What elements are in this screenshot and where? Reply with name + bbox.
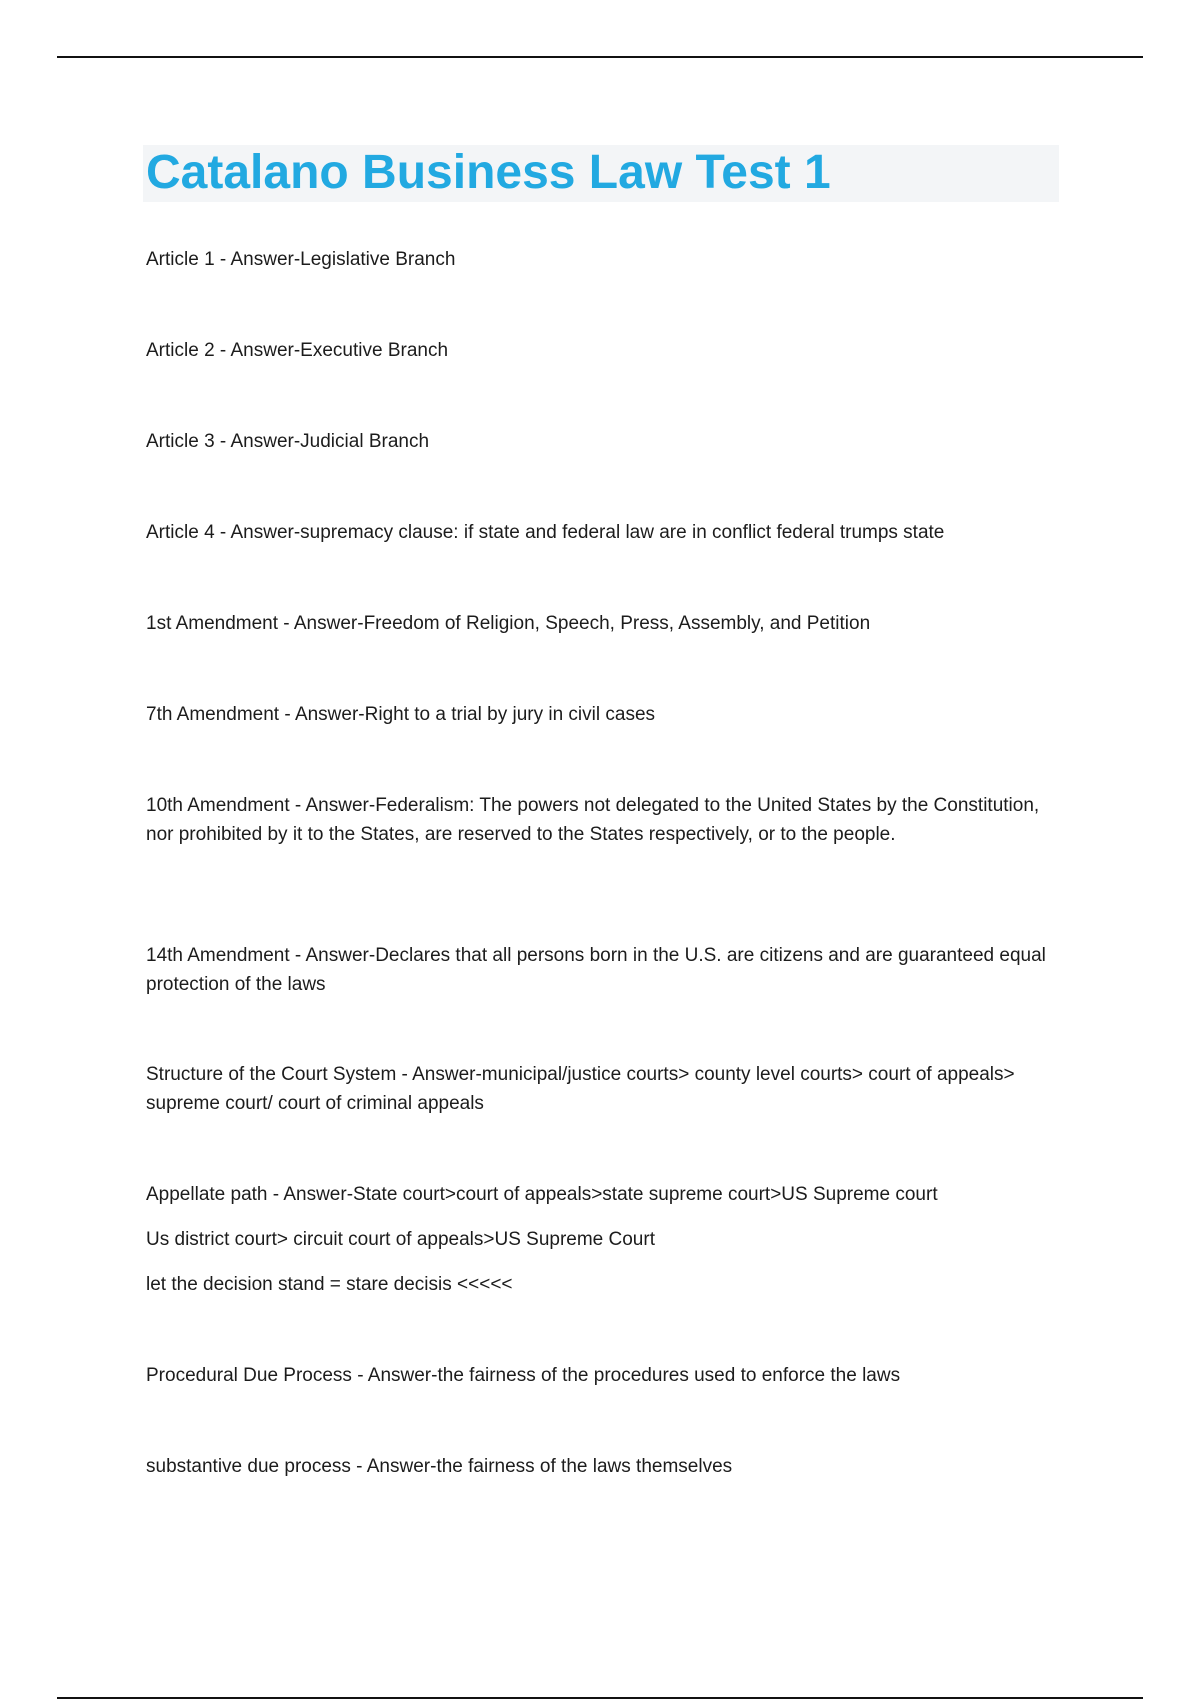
- qa-entry-court-structure: [146, 1060, 1066, 1118]
- qa-entry-article-4: [146, 518, 1066, 547]
- qa-answer-prefix: Answer-: [412, 1064, 482, 1085]
- qa-entry-article-1: [146, 245, 1066, 274]
- qa-answer: Judicial Branch: [300, 431, 430, 452]
- bottom-rule: [57, 1697, 1143, 1699]
- qa-answer: the fairness of the laws themselves: [436, 1456, 733, 1477]
- qa-answer: Declares that all persons born in the U.S. are citizens and are guaranteed equal protection of the laws: [146, 945, 1046, 995]
- qa-answer-prefix: Answer-: [230, 431, 301, 452]
- qa-entry-7th-amendment: [146, 700, 1066, 729]
- qa-answer: Right to a trial by jury in civil cases: [364, 704, 656, 725]
- qa-answer-prefix: Answer-: [305, 795, 376, 816]
- qa-separator: -: [214, 522, 231, 543]
- qa-answer: State court>court of appeals>state supreme court>US Supreme court: [353, 1184, 938, 1205]
- qa-term: 1st Amendment: [146, 613, 279, 634]
- qa-answer: Legislative Branch: [300, 249, 456, 270]
- qa-answer-prefix: Answer-: [294, 704, 365, 725]
- qa-entry-14th-amendment: [146, 941, 1066, 999]
- qa-entry-article-2: [146, 336, 1066, 365]
- qa-separator: -: [214, 431, 231, 452]
- qa-answer: the fairness of the procedures used to enforce the laws: [437, 1365, 901, 1386]
- qa-separator: -: [350, 1456, 367, 1477]
- qa-entry-appellate-path: [146, 1180, 1066, 1209]
- qa-answer-prefix: Answer-: [366, 1456, 437, 1477]
- qa-answer-prefix: Answer-: [283, 1184, 354, 1205]
- qa-entry-procedural-due-process: [146, 1361, 1066, 1390]
- stare-decisis-note: let the decision stand = stare decisis <<<<<: [146, 1274, 513, 1295]
- qa-separator: -: [214, 249, 231, 270]
- qa-separator: -: [289, 945, 306, 966]
- qa-answer: municipal/justice courts> county level courts> court of appeals> supreme court/ court of criminal appeals: [146, 1064, 1015, 1114]
- top-rule: [57, 56, 1143, 58]
- qa-answer-prefix: Answer-: [230, 522, 301, 543]
- qa-answer-prefix: Answer-: [293, 613, 364, 634]
- qa-entry-1st-amendment: [146, 609, 1066, 638]
- qa-term: Article 3: [146, 431, 215, 452]
- qa-term: Article 2: [146, 340, 215, 361]
- qa-answer: Executive Branch: [300, 340, 449, 361]
- appellate-federal-path: Us district court> circuit court of appeals>US Supreme Court: [146, 1229, 655, 1250]
- qa-answer-prefix: Answer-: [230, 340, 301, 361]
- qa-separator: -: [396, 1064, 413, 1085]
- qa-entry-10th-amendment: [146, 791, 1066, 849]
- qa-separator: -: [278, 613, 294, 634]
- document-title: Catalano Business Law Test 1: [146, 146, 831, 199]
- qa-separator: -: [214, 340, 231, 361]
- qa-term: 10th Amendment: [146, 795, 290, 816]
- qa-separator: -: [289, 795, 306, 816]
- qa-separator: -: [351, 1365, 368, 1386]
- qa-separator: -: [279, 704, 295, 725]
- qa-term: Structure of the Court System: [146, 1064, 397, 1085]
- qa-term: 14th Amendment: [146, 945, 290, 966]
- qa-answer: supremacy clause: if state and federal law are in conflict federal trumps state: [300, 522, 945, 543]
- qa-answer-prefix: Answer-: [367, 1365, 438, 1386]
- qa-answer: Freedom of Religion, Speech, Press, Assembly, and Petition: [363, 613, 871, 634]
- qa-answer: Federalism: The powers not delegated to the United States by the Constitution, nor prohibited by it to the States, are reserved to the States respectively, or to the people.: [146, 795, 1040, 845]
- qa-entry-article-3: [146, 427, 1066, 456]
- qa-separator: -: [267, 1184, 284, 1205]
- qa-answer-prefix: Answer-: [305, 945, 376, 966]
- qa-answer-prefix: Answer-: [230, 249, 301, 270]
- qa-term: Procedural Due Process: [146, 1365, 352, 1386]
- qa-term: Appellate path: [146, 1184, 268, 1205]
- qa-term: Article 4: [146, 522, 215, 543]
- qa-term: substantive due process: [146, 1456, 351, 1477]
- qa-term: Article 1: [146, 249, 215, 270]
- qa-term: 7th Amendment: [146, 704, 280, 725]
- qa-entry-substantive-due-process: [146, 1452, 1066, 1481]
